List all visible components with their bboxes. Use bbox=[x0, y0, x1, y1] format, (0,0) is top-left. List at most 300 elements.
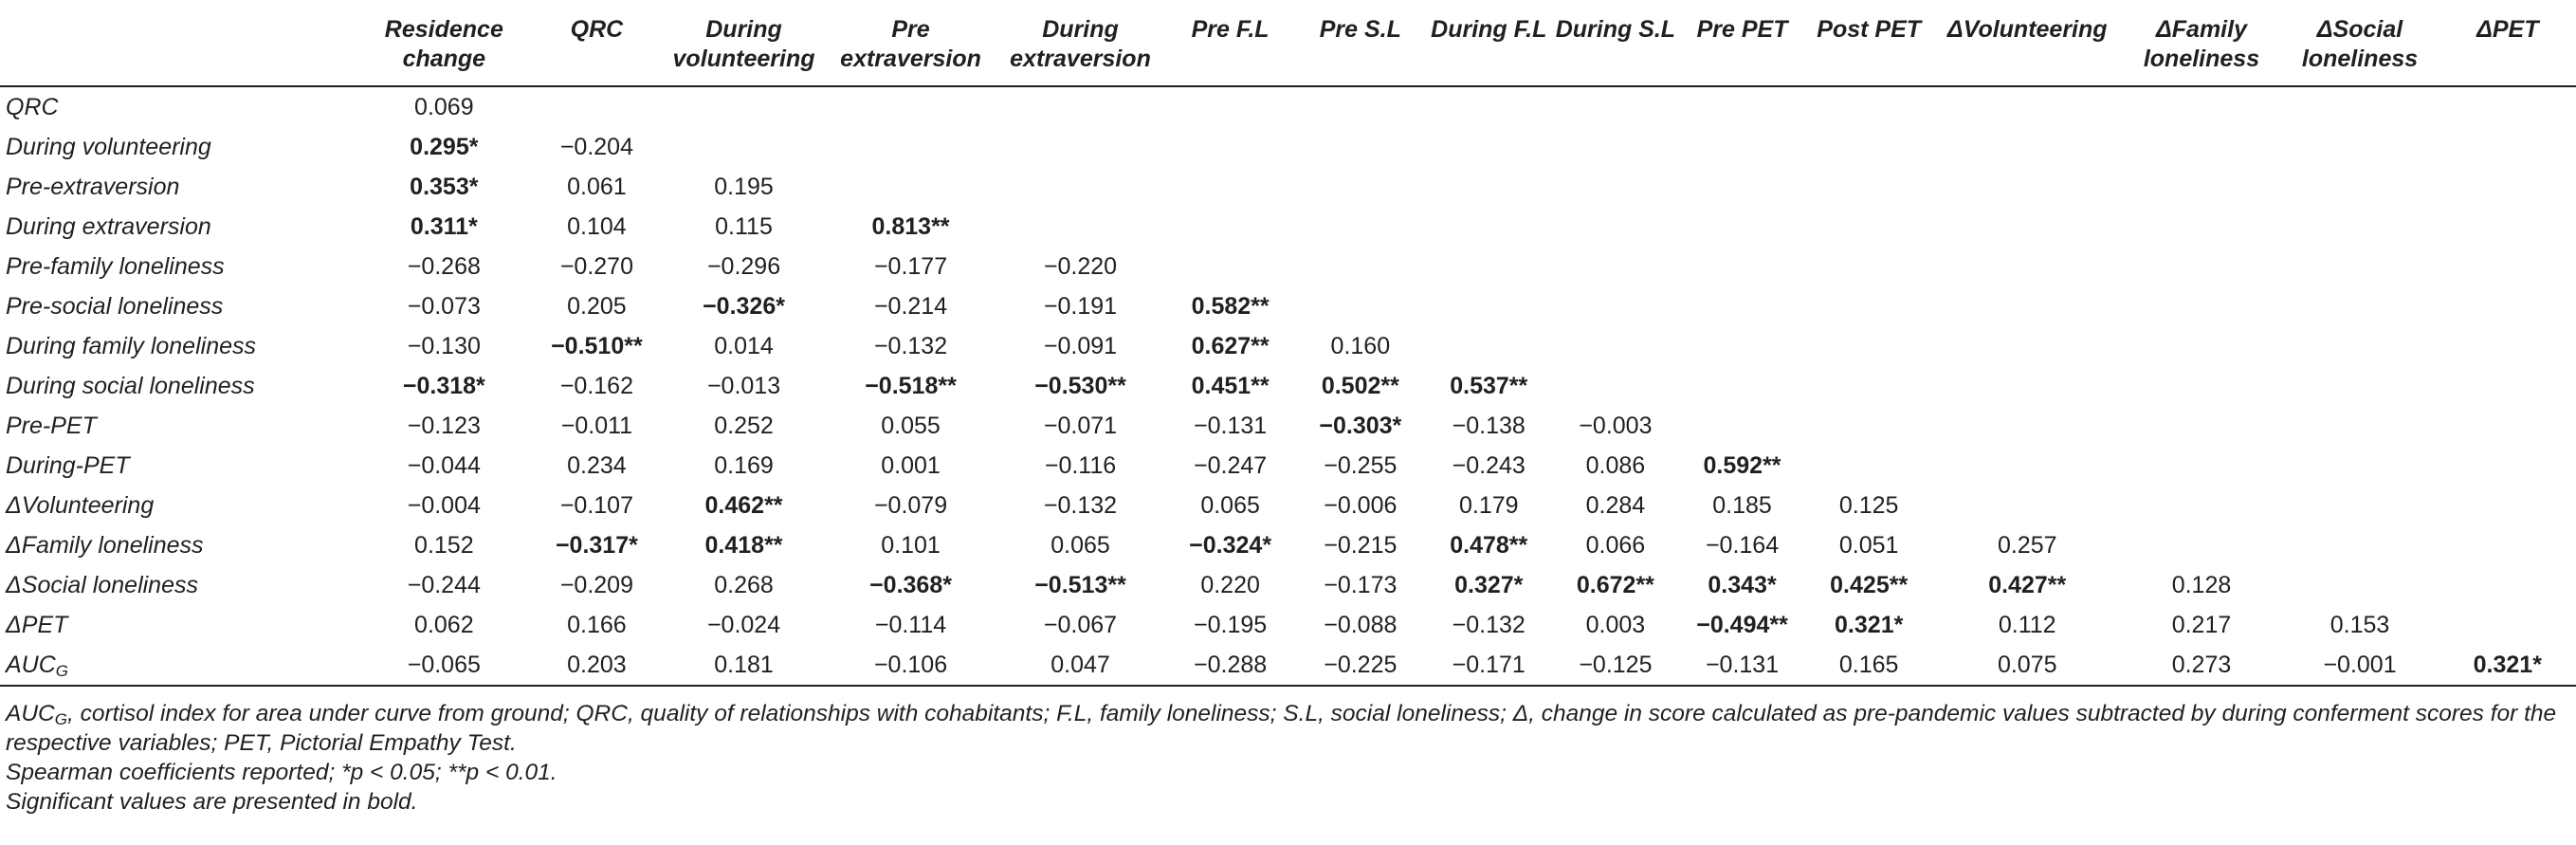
cell-value: 0.478 bbox=[1450, 531, 1509, 559]
cell-value: 0.343 bbox=[1708, 571, 1767, 598]
empty-cell bbox=[2439, 605, 2576, 645]
cell-value: −0.003 bbox=[1579, 412, 1653, 439]
empty-cell bbox=[2281, 247, 2439, 286]
correlation-cell bbox=[1805, 605, 1932, 645]
significance-marker: ** bbox=[624, 332, 643, 359]
significance-marker: ** bbox=[1251, 292, 1270, 320]
cell-value: −0.171 bbox=[1452, 651, 1526, 678]
cell-value: −0.268 bbox=[407, 252, 481, 280]
empty-cell bbox=[996, 207, 1165, 247]
correlation-cell bbox=[1805, 525, 1932, 565]
empty-cell bbox=[2281, 406, 2439, 446]
correlation-cell bbox=[826, 326, 996, 366]
significance-marker: ** bbox=[938, 372, 957, 399]
cell-value: −0.215 bbox=[1324, 531, 1398, 559]
column-header: QRC bbox=[532, 11, 662, 86]
significance-marker: * bbox=[1513, 571, 1524, 598]
correlation-cell bbox=[532, 167, 662, 207]
correlation-cell bbox=[662, 605, 826, 645]
correlation-cell bbox=[662, 286, 826, 326]
cell-value: −0.004 bbox=[407, 491, 481, 519]
cell-value: −0.270 bbox=[559, 252, 633, 280]
column-header: During extraversion bbox=[996, 11, 1165, 86]
cell-value: 0.062 bbox=[414, 611, 474, 638]
table-body bbox=[0, 86, 2576, 686]
empty-cell bbox=[1932, 286, 2122, 326]
empty-cell bbox=[2281, 86, 2439, 127]
column-header: Pre PET bbox=[1679, 11, 1806, 86]
cell-value: −0.116 bbox=[1044, 451, 1117, 479]
header-corner bbox=[0, 11, 356, 86]
correlation-cell bbox=[2281, 605, 2439, 645]
row-label bbox=[0, 486, 356, 525]
empty-cell bbox=[1165, 207, 1295, 247]
cell-value: −0.024 bbox=[706, 611, 781, 638]
correlation-cell bbox=[356, 326, 532, 366]
table-row bbox=[0, 605, 2576, 645]
empty-cell bbox=[1679, 366, 1806, 406]
empty-cell bbox=[1552, 326, 1679, 366]
significance-marker: * bbox=[1893, 611, 1904, 638]
correlation-cell bbox=[826, 525, 996, 565]
column-header: ΔVolunteering bbox=[1932, 11, 2122, 86]
correlation-cell bbox=[826, 565, 996, 605]
significance-marker: * bbox=[776, 292, 785, 320]
row-label-text: ΔVolunteering bbox=[6, 491, 155, 519]
empty-cell bbox=[826, 167, 996, 207]
row-label bbox=[0, 406, 356, 446]
correlation-cell bbox=[532, 446, 662, 486]
cell-value: −0.130 bbox=[407, 332, 481, 359]
correlation-cell bbox=[1165, 406, 1295, 446]
empty-cell bbox=[1932, 207, 2122, 247]
column-header: Pre S.L bbox=[1295, 11, 1425, 86]
correlation-cell bbox=[532, 406, 662, 446]
correlation-cell bbox=[1295, 645, 1425, 686]
correlation-cell bbox=[1165, 565, 1295, 605]
empty-cell bbox=[1932, 167, 2122, 207]
correlation-cell bbox=[1425, 645, 1552, 686]
correlation-cell bbox=[1932, 605, 2122, 645]
empty-cell bbox=[2122, 167, 2280, 207]
correlation-cell bbox=[532, 247, 662, 286]
empty-cell bbox=[1295, 167, 1425, 207]
cell-value: 0.462 bbox=[704, 491, 765, 519]
significance-marker: ** bbox=[1107, 571, 1126, 598]
cell-value: 0.311 bbox=[410, 212, 469, 240]
empty-cell bbox=[532, 86, 662, 127]
empty-cell bbox=[2122, 446, 2280, 486]
cell-value: 0.427 bbox=[1988, 571, 2048, 598]
cell-value: −0.073 bbox=[407, 292, 481, 320]
correlation-cell bbox=[1679, 605, 1806, 645]
cell-value: −0.177 bbox=[873, 252, 948, 280]
footnote-spearman: Spearman coefficients reported; *p < 0.05; **p < 0.01. bbox=[6, 760, 557, 785]
cell-value: 0.185 bbox=[1712, 491, 1772, 519]
cell-value: 0.181 bbox=[714, 651, 774, 678]
cell-value: −0.067 bbox=[1043, 611, 1118, 638]
column-header: Residence change bbox=[356, 11, 532, 86]
empty-cell bbox=[1295, 247, 1425, 286]
significance-marker: * bbox=[942, 571, 952, 598]
cell-value: 0.252 bbox=[714, 412, 774, 439]
table-row bbox=[0, 366, 2576, 406]
correlation-cell bbox=[356, 565, 532, 605]
row-label bbox=[0, 446, 356, 486]
correlation-cell bbox=[2122, 565, 2280, 605]
empty-cell bbox=[2122, 525, 2280, 565]
empty-cell bbox=[2122, 247, 2280, 286]
correlation-cell bbox=[356, 645, 532, 686]
row-label-text: During social loneliness bbox=[6, 372, 255, 399]
cell-value: 0.061 bbox=[567, 173, 627, 200]
correlation-cell bbox=[356, 406, 532, 446]
empty-cell bbox=[1679, 86, 1806, 127]
cell-value: 0.047 bbox=[1050, 651, 1110, 678]
correlation-cell bbox=[356, 207, 532, 247]
cell-value: 0.451 bbox=[1191, 372, 1251, 399]
cell-value: 0.321 bbox=[1835, 611, 1894, 638]
empty-cell bbox=[1679, 167, 1806, 207]
correlation-cell bbox=[1295, 565, 1425, 605]
empty-cell bbox=[2281, 446, 2439, 486]
correlation-cell bbox=[356, 446, 532, 486]
empty-cell bbox=[1165, 127, 1295, 167]
cell-value: 0.268 bbox=[714, 571, 774, 598]
correlation-cell bbox=[1679, 486, 1806, 525]
empty-cell bbox=[2122, 86, 2280, 127]
empty-cell bbox=[2281, 286, 2439, 326]
empty-cell bbox=[996, 86, 1165, 127]
correlation-cell bbox=[996, 525, 1165, 565]
cell-value: −0.494 bbox=[1696, 611, 1770, 638]
empty-cell bbox=[1932, 366, 2122, 406]
significance-marker: * bbox=[476, 372, 485, 399]
correlation-cell bbox=[2122, 605, 2280, 645]
cell-value: 0.418 bbox=[704, 531, 765, 559]
empty-cell bbox=[2122, 286, 2280, 326]
correlation-cell bbox=[1552, 565, 1679, 605]
empty-cell bbox=[1552, 286, 1679, 326]
correlation-cell bbox=[356, 525, 532, 565]
correlation-cell bbox=[826, 247, 996, 286]
row-label bbox=[0, 167, 356, 207]
significance-marker: ** bbox=[1763, 451, 1781, 479]
cell-value: 0.220 bbox=[1200, 571, 1260, 598]
correlation-cell bbox=[662, 247, 826, 286]
empty-cell bbox=[996, 167, 1165, 207]
correlation-cell bbox=[662, 446, 826, 486]
correlation-cell bbox=[662, 366, 826, 406]
correlation-cell bbox=[532, 565, 662, 605]
empty-cell bbox=[1932, 326, 2122, 366]
correlation-cell bbox=[826, 605, 996, 645]
empty-cell bbox=[2122, 326, 2280, 366]
significance-marker: ** bbox=[1107, 372, 1126, 399]
empty-cell bbox=[2439, 406, 2576, 446]
empty-cell bbox=[1932, 446, 2122, 486]
cell-value: 0.014 bbox=[714, 332, 774, 359]
correlation-cell bbox=[1295, 605, 1425, 645]
cell-value: −0.131 bbox=[1705, 651, 1780, 678]
cell-value: −0.368 bbox=[869, 571, 943, 598]
empty-cell bbox=[1932, 247, 2122, 286]
empty-cell bbox=[1805, 286, 1932, 326]
cell-value: −0.091 bbox=[1043, 332, 1118, 359]
correlation-cell bbox=[662, 486, 826, 525]
column-header: Pre F.L bbox=[1165, 11, 1295, 86]
correlation-cell bbox=[826, 286, 996, 326]
column-header: During F.L bbox=[1425, 11, 1552, 86]
cell-value: 0.051 bbox=[1838, 531, 1899, 559]
cell-value: 0.128 bbox=[2171, 571, 2232, 598]
table-row bbox=[0, 286, 2576, 326]
cell-value: −0.255 bbox=[1324, 451, 1398, 479]
empty-cell bbox=[2281, 207, 2439, 247]
footnote-bold-values: Significant values are presented in bold. bbox=[6, 789, 418, 815]
empty-cell bbox=[1805, 446, 1932, 486]
cell-value: 0.086 bbox=[1585, 451, 1646, 479]
correlation-cell bbox=[532, 127, 662, 167]
correlation-cell bbox=[532, 286, 662, 326]
correlation-cell bbox=[532, 486, 662, 525]
cell-value: −0.114 bbox=[874, 611, 947, 638]
column-header: Post PET bbox=[1805, 11, 1932, 86]
row-label bbox=[0, 565, 356, 605]
cell-value: −0.220 bbox=[1043, 252, 1118, 280]
cell-value: 0.055 bbox=[881, 412, 941, 439]
empty-cell bbox=[2122, 207, 2280, 247]
correlation-cell bbox=[1425, 605, 1552, 645]
cell-value: −0.317 bbox=[555, 531, 630, 559]
correlation-cell bbox=[996, 645, 1165, 686]
correlation-cell bbox=[996, 247, 1165, 286]
correlation-cell bbox=[1295, 446, 1425, 486]
empty-cell bbox=[2122, 486, 2280, 525]
cell-value: −0.131 bbox=[1194, 412, 1268, 439]
empty-cell bbox=[2281, 127, 2439, 167]
empty-cell bbox=[826, 86, 996, 127]
empty-cell bbox=[1295, 86, 1425, 127]
row-label bbox=[0, 366, 356, 406]
table-row bbox=[0, 127, 2576, 167]
empty-cell bbox=[1932, 127, 2122, 167]
empty-cell bbox=[1552, 207, 1679, 247]
empty-cell bbox=[1805, 167, 1932, 207]
cell-value: −0.243 bbox=[1452, 451, 1526, 479]
cell-value: −0.162 bbox=[559, 372, 633, 399]
correlation-cell bbox=[996, 366, 1165, 406]
row-label bbox=[0, 645, 356, 686]
empty-cell bbox=[2281, 565, 2439, 605]
empty-cell bbox=[2122, 127, 2280, 167]
correlation-cell bbox=[996, 286, 1165, 326]
empty-cell bbox=[2439, 565, 2576, 605]
correlation-cell bbox=[1295, 406, 1425, 446]
table-row bbox=[0, 167, 2576, 207]
empty-cell bbox=[1425, 207, 1552, 247]
footnote-abbreviations-text: , cortisol index for area under curve from ground; QRC, quality of relationships with cohabitants; F.L, family loneliness; S.L, social loneliness; Δ, change in score calculated as pre-pandemic values subtracted by during conferment scores for the respective variables; PET, Pictorial Empathy Test. bbox=[6, 701, 2557, 756]
correlation-cell bbox=[1295, 326, 1425, 366]
correlation-cell bbox=[532, 645, 662, 686]
empty-cell bbox=[2439, 326, 2576, 366]
correlation-cell bbox=[356, 605, 532, 645]
cell-value: 0.165 bbox=[1838, 651, 1899, 678]
cell-value: −0.088 bbox=[1324, 611, 1398, 638]
cell-value: 0.112 bbox=[1998, 611, 2056, 638]
cell-value: −0.106 bbox=[873, 651, 948, 678]
correlation-cell bbox=[1165, 486, 1295, 525]
table-row bbox=[0, 645, 2576, 686]
empty-cell bbox=[1295, 207, 1425, 247]
empty-cell bbox=[2439, 366, 2576, 406]
row-label-text: Pre-extraversion bbox=[6, 173, 180, 200]
cell-value: −0.518 bbox=[865, 372, 939, 399]
cell-value: −0.044 bbox=[407, 451, 481, 479]
column-header: ΔFamily loneliness bbox=[2122, 11, 2280, 86]
correlation-cell bbox=[826, 406, 996, 446]
correlation-cell bbox=[1295, 486, 1425, 525]
empty-cell bbox=[1932, 486, 2122, 525]
row-label-text: Pre-family loneliness bbox=[6, 252, 225, 280]
significance-marker: ** bbox=[931, 212, 950, 240]
cell-value: 0.592 bbox=[1703, 451, 1763, 479]
empty-cell bbox=[1679, 207, 1806, 247]
correlation-cell bbox=[996, 406, 1165, 446]
cell-value: −0.006 bbox=[1324, 491, 1398, 519]
column-header: ΔPET bbox=[2439, 11, 2576, 86]
cell-value: −0.125 bbox=[1579, 651, 1653, 678]
cell-value: −0.530 bbox=[1034, 372, 1108, 399]
row-label bbox=[0, 207, 356, 247]
correlation-cell bbox=[1932, 645, 2122, 686]
row-label bbox=[0, 605, 356, 645]
cell-value: −0.204 bbox=[559, 133, 633, 160]
empty-cell bbox=[1805, 366, 1932, 406]
empty-cell bbox=[1165, 86, 1295, 127]
empty-cell bbox=[996, 127, 1165, 167]
cell-value: 0.195 bbox=[714, 173, 774, 200]
cell-value: 0.152 bbox=[414, 531, 474, 559]
footnote-abbreviations bbox=[6, 699, 2566, 758]
row-label-text: ΔFamily loneliness bbox=[6, 531, 204, 559]
row-label bbox=[0, 127, 356, 167]
cell-value: 0.101 bbox=[881, 531, 941, 559]
cell-value: 0.075 bbox=[1997, 651, 2057, 678]
correlation-cell bbox=[532, 525, 662, 565]
cell-value: −0.326 bbox=[703, 292, 776, 320]
correlation-cell bbox=[1165, 525, 1295, 565]
correlation-cell bbox=[662, 207, 826, 247]
cell-value: 0.353 bbox=[410, 173, 469, 200]
correlation-cell bbox=[1805, 486, 1932, 525]
empty-cell bbox=[662, 127, 826, 167]
table-footnotes bbox=[6, 699, 2566, 817]
table-row bbox=[0, 207, 2576, 247]
correlation-cell bbox=[1425, 486, 1552, 525]
empty-cell bbox=[2281, 525, 2439, 565]
empty-cell bbox=[1425, 247, 1552, 286]
empty-cell bbox=[1932, 406, 2122, 446]
empty-cell bbox=[1805, 86, 1932, 127]
empty-cell bbox=[1425, 326, 1552, 366]
correlation-cell bbox=[1425, 525, 1552, 565]
cell-value: −0.132 bbox=[873, 332, 948, 359]
row-label-text: Pre-social loneliness bbox=[6, 292, 224, 320]
empty-cell bbox=[1552, 167, 1679, 207]
correlation-cell bbox=[1932, 565, 2122, 605]
correlation-cell bbox=[356, 127, 532, 167]
cell-value: −0.173 bbox=[1324, 571, 1398, 598]
correlation-cell bbox=[1679, 446, 1806, 486]
cell-value: 0.582 bbox=[1191, 292, 1251, 320]
correlation-cell bbox=[1165, 326, 1295, 366]
empty-cell bbox=[1552, 86, 1679, 127]
table-row bbox=[0, 247, 2576, 286]
empty-cell bbox=[2439, 86, 2576, 127]
significance-marker: ** bbox=[2047, 571, 2067, 598]
cell-value: 0.066 bbox=[1585, 531, 1646, 559]
significance-marker: * bbox=[468, 173, 479, 200]
correlation-cell bbox=[532, 605, 662, 645]
row-label bbox=[0, 86, 356, 127]
significance-marker: ** bbox=[764, 531, 783, 559]
cell-value: 0.627 bbox=[1191, 332, 1251, 359]
cell-value: −0.191 bbox=[1043, 292, 1118, 320]
correlation-cell bbox=[356, 286, 532, 326]
empty-cell bbox=[2439, 525, 2576, 565]
column-header: ΔSocial loneliness bbox=[2281, 11, 2439, 86]
cell-value: 0.672 bbox=[1576, 571, 1636, 598]
cell-value: −0.132 bbox=[1452, 611, 1526, 638]
correlation-cell bbox=[996, 446, 1165, 486]
correlation-cell bbox=[532, 366, 662, 406]
footnote-auc-subscript: G bbox=[54, 710, 67, 728]
significance-marker: ** bbox=[1251, 332, 1270, 359]
correlation-cell bbox=[356, 486, 532, 525]
row-label bbox=[0, 525, 356, 565]
correlation-cell bbox=[1552, 605, 1679, 645]
cell-value: 0.169 bbox=[714, 451, 774, 479]
empty-cell bbox=[2439, 207, 2576, 247]
empty-cell bbox=[1165, 167, 1295, 207]
empty-cell bbox=[1295, 286, 1425, 326]
table-row bbox=[0, 565, 2576, 605]
correlation-cell bbox=[826, 366, 996, 406]
correlation-cell bbox=[2281, 645, 2439, 686]
cell-value: 0.273 bbox=[2171, 651, 2232, 678]
significance-marker: ** bbox=[1380, 372, 1399, 399]
empty-cell bbox=[1552, 247, 1679, 286]
cell-value: −0.225 bbox=[1324, 651, 1398, 678]
cell-value: 0.160 bbox=[1330, 332, 1391, 359]
cell-value: 0.327 bbox=[1454, 571, 1514, 598]
correlation-cell bbox=[356, 86, 532, 127]
significance-marker: * bbox=[1262, 531, 1272, 559]
correlation-cell bbox=[996, 565, 1165, 605]
row-label-text: During volunteering bbox=[6, 133, 211, 160]
table-row bbox=[0, 525, 2576, 565]
empty-cell bbox=[662, 86, 826, 127]
empty-cell bbox=[1425, 167, 1552, 207]
significance-marker: ** bbox=[1508, 372, 1528, 399]
correlation-cell bbox=[356, 366, 532, 406]
cell-value: 0.001 bbox=[881, 451, 941, 479]
empty-cell bbox=[1165, 247, 1295, 286]
table-row bbox=[0, 326, 2576, 366]
empty-cell bbox=[2281, 486, 2439, 525]
cell-value: 0.502 bbox=[1321, 372, 1381, 399]
